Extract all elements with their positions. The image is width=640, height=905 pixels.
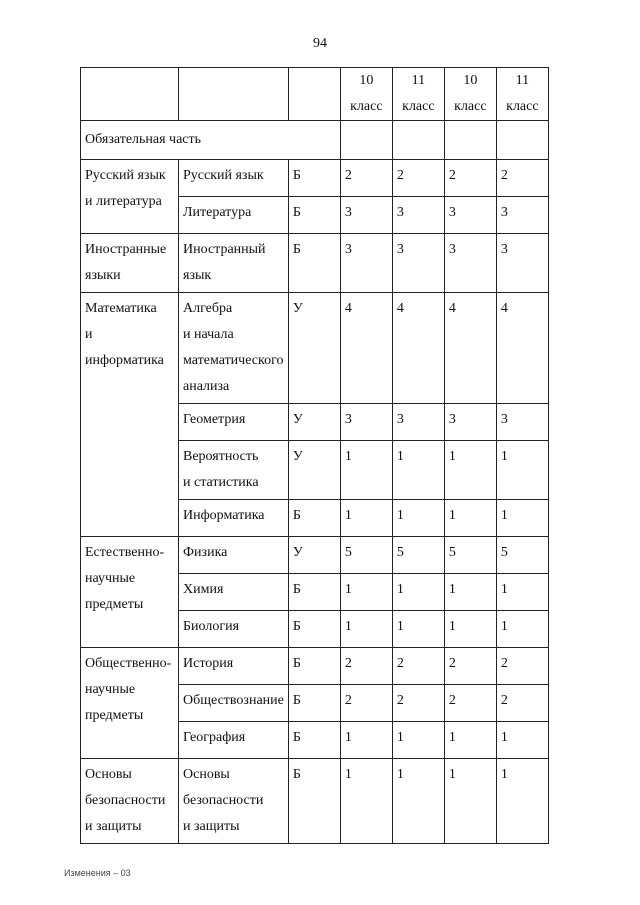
subject-cell: Иностранный язык bbox=[179, 234, 289, 293]
hours-cell: 1 bbox=[444, 500, 496, 537]
grade-header: 10 класс bbox=[444, 68, 496, 121]
subject-cell: Геометрия bbox=[179, 404, 289, 441]
subject-cell: Химия bbox=[179, 574, 289, 611]
header-cell-level bbox=[288, 68, 340, 121]
grade-header: 11 класс bbox=[392, 68, 444, 121]
subject-area-cell: Русский язык и литература bbox=[81, 160, 179, 234]
curriculum-table bbox=[80, 67, 549, 844]
level-cell: У bbox=[288, 441, 340, 500]
hours-cell: 3 bbox=[392, 404, 444, 441]
hours-cell: 1 bbox=[340, 574, 392, 611]
level-cell: Б bbox=[288, 500, 340, 537]
subject-cell: Вероятность и статистика bbox=[179, 441, 289, 500]
hours-cell: 2 bbox=[340, 160, 392, 197]
level-cell: Б bbox=[288, 648, 340, 685]
hours-cell: 2 bbox=[444, 685, 496, 722]
hours-cell: 1 bbox=[392, 441, 444, 500]
level-cell: У bbox=[288, 404, 340, 441]
grade-header: 10 класс bbox=[340, 68, 392, 121]
level-cell: Б bbox=[288, 759, 340, 844]
subject-area-cell: Математика и информатика bbox=[81, 293, 179, 537]
subject-cell: География bbox=[179, 722, 289, 759]
hours-cell: 3 bbox=[496, 234, 548, 293]
level-cell: У bbox=[288, 293, 340, 404]
section-title: Обязательная часть bbox=[81, 121, 341, 160]
hours-cell: 2 bbox=[496, 685, 548, 722]
hours-cell: 1 bbox=[392, 611, 444, 648]
hours-cell: 1 bbox=[340, 441, 392, 500]
subject-cell: Информатика bbox=[179, 500, 289, 537]
hours-cell: 3 bbox=[340, 234, 392, 293]
hours-cell: 2 bbox=[496, 160, 548, 197]
hours-cell: 1 bbox=[392, 759, 444, 844]
level-cell: Б bbox=[288, 197, 340, 234]
subject-cell: Русский язык bbox=[179, 160, 289, 197]
hours-cell: 3 bbox=[340, 197, 392, 234]
hours-cell: 3 bbox=[444, 404, 496, 441]
subject-area-cell: Иностранные языки bbox=[81, 234, 179, 293]
subject-area-cell: Общественно- научные предметы bbox=[81, 648, 179, 759]
level-cell: Б bbox=[288, 722, 340, 759]
hours-cell: 5 bbox=[340, 537, 392, 574]
header-cell-area bbox=[81, 68, 179, 121]
hours-cell: 1 bbox=[496, 574, 548, 611]
hours-cell: 3 bbox=[340, 404, 392, 441]
hours-cell: 2 bbox=[340, 648, 392, 685]
hours-cell: 1 bbox=[340, 722, 392, 759]
hours-cell: 4 bbox=[340, 293, 392, 404]
hours-cell: 1 bbox=[340, 759, 392, 844]
hours-cell: 4 bbox=[392, 293, 444, 404]
table-row bbox=[81, 160, 549, 197]
section-row bbox=[81, 121, 549, 160]
header-cell-subject bbox=[179, 68, 289, 121]
table-row bbox=[81, 648, 549, 685]
section-empty-cell bbox=[392, 121, 444, 160]
page-number: 94 bbox=[313, 36, 327, 51]
hours-cell: 1 bbox=[496, 611, 548, 648]
hours-cell: 2 bbox=[392, 160, 444, 197]
section-empty-cell bbox=[444, 121, 496, 160]
hours-cell: 1 bbox=[496, 759, 548, 844]
grade-header: 11 класс bbox=[496, 68, 548, 121]
hours-cell: 3 bbox=[392, 234, 444, 293]
hours-cell: 2 bbox=[496, 648, 548, 685]
hours-cell: 3 bbox=[496, 197, 548, 234]
subject-cell: Литература bbox=[179, 197, 289, 234]
subject-cell: Обществознание bbox=[179, 685, 289, 722]
hours-cell: 3 bbox=[496, 404, 548, 441]
hours-cell: 1 bbox=[444, 759, 496, 844]
table-row bbox=[81, 537, 549, 574]
table-row bbox=[81, 759, 549, 844]
subject-cell: Физика bbox=[179, 537, 289, 574]
footer-note: Изменения – 03 bbox=[64, 868, 131, 878]
hours-cell: 1 bbox=[496, 722, 548, 759]
level-cell: Б bbox=[288, 574, 340, 611]
subject-cell: Основы безопасности и защиты bbox=[179, 759, 289, 844]
hours-cell: 2 bbox=[444, 160, 496, 197]
hours-cell: 1 bbox=[340, 611, 392, 648]
hours-cell: 5 bbox=[392, 537, 444, 574]
subject-area-cell: Естественно- научные предметы bbox=[81, 537, 179, 648]
hours-cell: 1 bbox=[392, 574, 444, 611]
section-empty-cell bbox=[340, 121, 392, 160]
hours-cell: 1 bbox=[340, 500, 392, 537]
level-cell: Б bbox=[288, 685, 340, 722]
hours-cell: 4 bbox=[444, 293, 496, 404]
hours-cell: 1 bbox=[392, 722, 444, 759]
hours-cell: 4 bbox=[496, 293, 548, 404]
table-row bbox=[81, 293, 549, 404]
level-cell: У bbox=[288, 537, 340, 574]
table-row bbox=[81, 234, 549, 293]
level-cell: Б bbox=[288, 160, 340, 197]
hours-cell: 5 bbox=[496, 537, 548, 574]
hours-cell: 1 bbox=[392, 500, 444, 537]
subject-cell: Алгебра и начала математического анализа bbox=[179, 293, 289, 404]
subject-cell: История bbox=[179, 648, 289, 685]
hours-cell: 1 bbox=[444, 441, 496, 500]
section-empty-cell bbox=[496, 121, 548, 160]
hours-cell: 1 bbox=[444, 722, 496, 759]
subject-cell: Биология bbox=[179, 611, 289, 648]
hours-cell: 2 bbox=[444, 648, 496, 685]
hours-cell: 2 bbox=[340, 685, 392, 722]
subject-area-cell: Основы безопасности и защиты bbox=[81, 759, 179, 844]
hours-cell: 2 bbox=[392, 648, 444, 685]
hours-cell: 1 bbox=[496, 500, 548, 537]
hours-cell: 1 bbox=[444, 574, 496, 611]
hours-cell: 3 bbox=[444, 197, 496, 234]
header-row bbox=[81, 68, 549, 121]
hours-cell: 3 bbox=[392, 197, 444, 234]
hours-cell: 2 bbox=[392, 685, 444, 722]
hours-cell: 5 bbox=[444, 537, 496, 574]
level-cell: Б bbox=[288, 234, 340, 293]
hours-cell: 1 bbox=[496, 441, 548, 500]
hours-cell: 1 bbox=[444, 611, 496, 648]
level-cell: Б bbox=[288, 611, 340, 648]
hours-cell: 3 bbox=[444, 234, 496, 293]
